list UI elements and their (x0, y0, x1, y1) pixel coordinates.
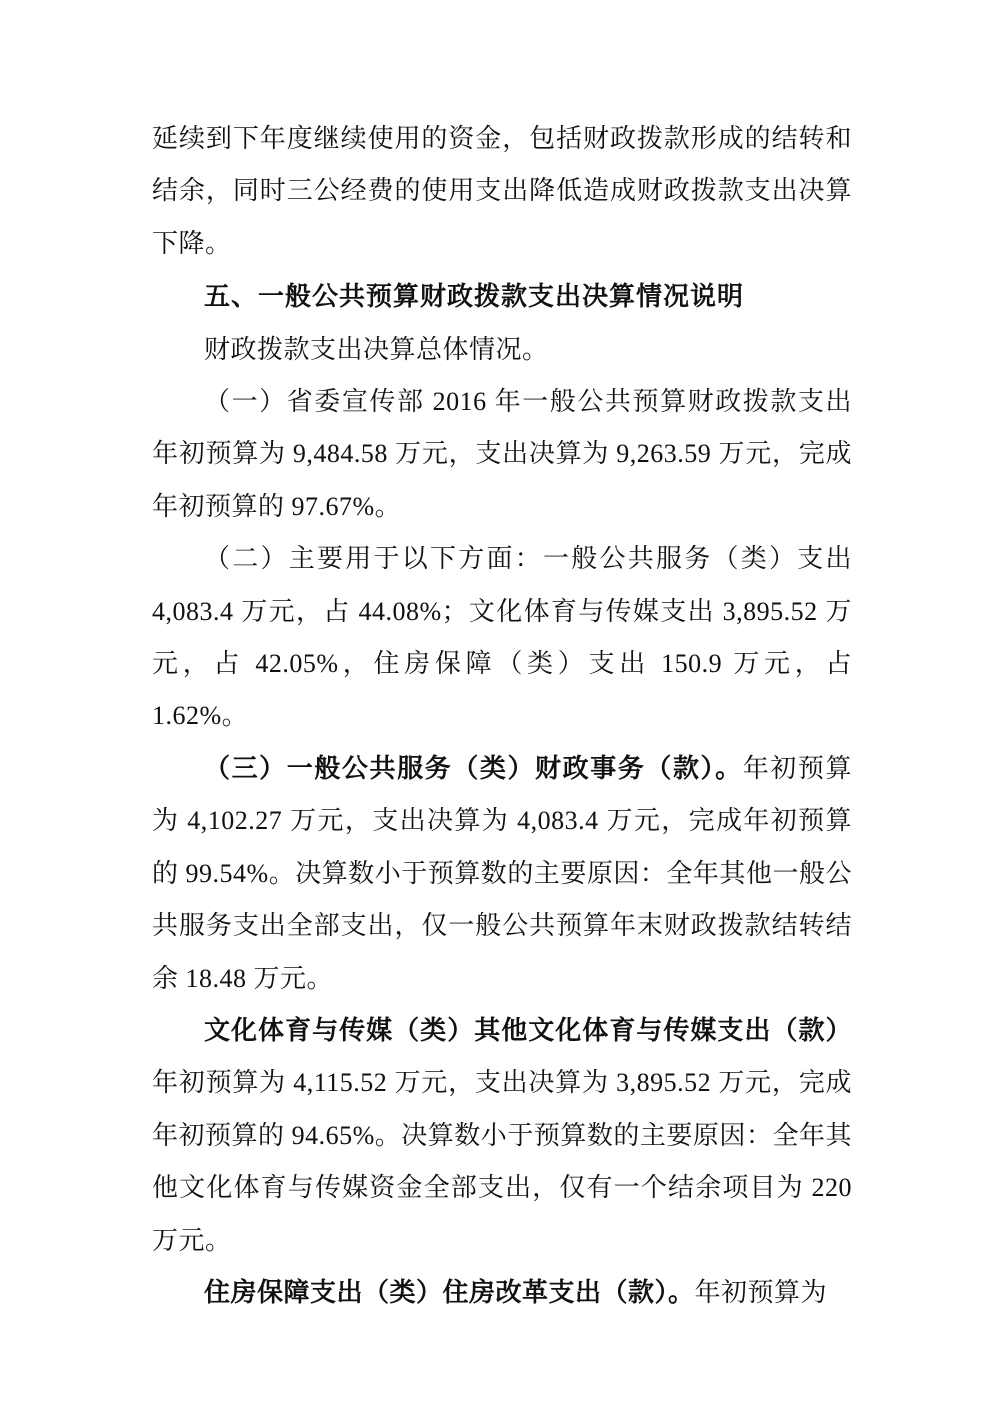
paragraph-item-one (152, 376, 852, 533)
paragraph-text: 年初预算为 (694, 1277, 828, 1307)
paragraph-text: （二）主要用于以下方面：一般公共服务（类）支出 4,083.4 万元，占 44.08%；文化体育与传媒支出 3,895.52 万元，占 42.05%，住房保障（类）支出 150.9 万元，占 1.62%。 (152, 544, 852, 731)
section-heading-text: 五、一般公共预算财政拨款支出决算情况说明 (204, 281, 745, 312)
section-heading-five (152, 270, 852, 323)
paragraph-overall-summary (152, 324, 852, 376)
paragraph-housing-security (152, 1267, 852, 1319)
paragraph-text: 延续到下年度继续使用的资金，包括财政拨款形成的结转和结余，同时三公经费的使用支出降低造成财政拨款支出决算下降。 (152, 124, 852, 258)
paragraph-text: 年初预算为 4,115.52 万元，支出决算为 3,895.52 万元，完成年初预算的 94.65%。决算数小于预算数的主要原因：全年其他文化体育与传媒资金全部支出，仅有一个结余项目为 220 万元。 (152, 1068, 852, 1255)
paragraph-text: 年初预算为 4,102.27 万元，支出决算为 4,083.4 万元，完成年初预算的 99.54%。决算数小于预算数的主要原因：全年其他一般公共服务支出全部支出，仅一般公共预算年末财政拨款结转结余 18.48 万元。 (152, 753, 852, 993)
paragraph-item-two (152, 533, 852, 743)
paragraph-carryover-explanation (152, 113, 852, 270)
paragraph-culture-sports-media (152, 1005, 852, 1267)
paragraph-bold-lead: （三）一般公共服务（类）财政事务（款）。 (204, 753, 743, 783)
paragraph-text: 财政拨款支出决算总体情况。 (204, 334, 549, 364)
paragraph-bold-lead: 文化体育与传媒（类）其他文化体育与传媒支出（款） (204, 1015, 852, 1045)
paragraph-bold-lead: 住房保障支出（类）住房改革支出（款）。 (204, 1277, 695, 1307)
paragraph-item-three-general-public-service (152, 743, 852, 1005)
document-body (152, 113, 852, 1319)
paragraph-text: （一）省委宣传部 2016 年一般公共预算财政拨款支出年初预算为 9,484.58 万元，支出决算为 9,263.59 万元，完成年初预算的 97.67%。 (152, 387, 852, 521)
